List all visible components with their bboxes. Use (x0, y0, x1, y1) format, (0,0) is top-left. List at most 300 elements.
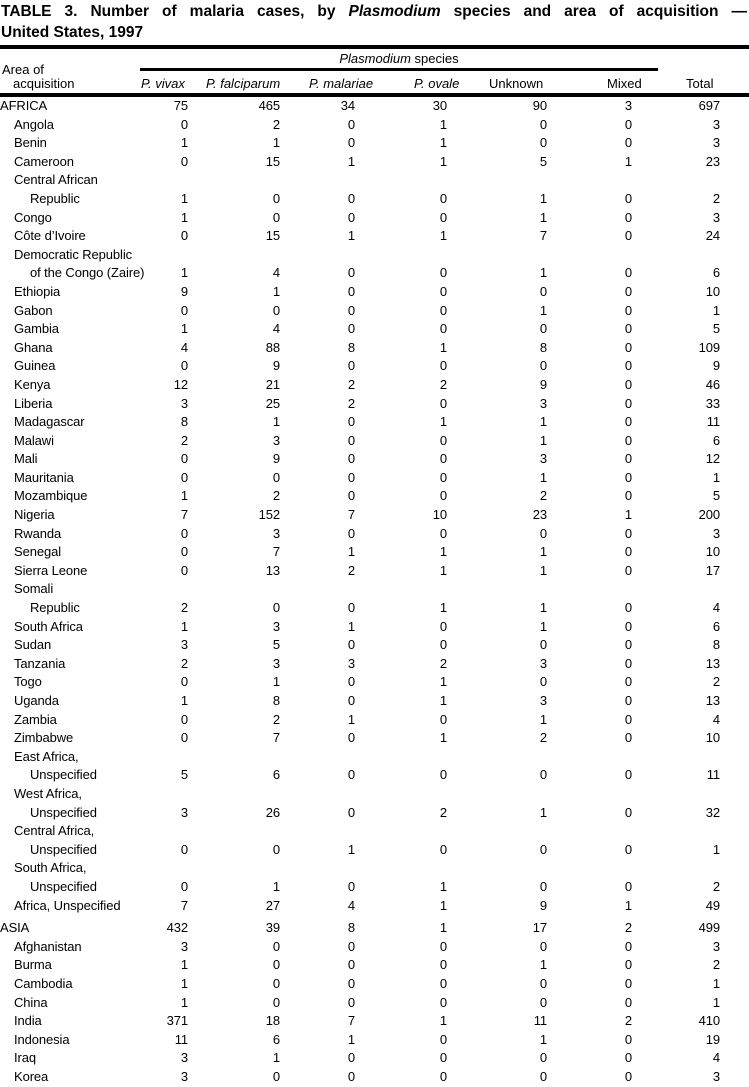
table-row (0, 320, 749, 339)
table-row (0, 919, 749, 938)
cell-mixed: 0 (624, 711, 632, 727)
cell-p-malariae: 0 (347, 674, 355, 690)
cell-unknown: 11 (533, 1013, 547, 1029)
cell-mixed: 0 (624, 376, 632, 392)
table-row (0, 97, 749, 116)
table-row (0, 227, 749, 246)
cell-p-ovale: 0 (439, 841, 447, 857)
table-row (0, 938, 749, 957)
cell-p-malariae: 3 (347, 655, 355, 671)
cell-unknown: 0 (539, 975, 547, 991)
cell-unknown: 9 (539, 376, 547, 392)
cell-p-malariae: 0 (347, 190, 355, 206)
cell-p-ovale: 0 (439, 302, 447, 318)
table-row (0, 209, 749, 228)
cell-p-ovale: 1 (439, 674, 447, 690)
table-row (0, 692, 749, 711)
cell-p-ovale: 0 (439, 637, 447, 653)
cell-p-malariae: 0 (347, 451, 355, 467)
cell-total: 1 (712, 841, 720, 857)
table-row (0, 673, 749, 692)
cell-p-falciparum: 1 (272, 283, 280, 299)
cell-mixed: 0 (624, 693, 632, 708)
cell-p-malariae: 0 (347, 321, 355, 337)
area-of-acquisition-header (2, 63, 74, 91)
row-label: Mauritania (14, 469, 74, 485)
col-header-p-malariae: P. malariae (309, 76, 374, 91)
cell-unknown: 2 (539, 488, 547, 504)
cell-p-falciparum: 4 (272, 265, 280, 281)
table-row (0, 956, 749, 975)
cell-unknown: 0 (539, 938, 547, 954)
cell-unknown: 8 (539, 339, 547, 355)
cell-mixed: 1 (624, 507, 632, 523)
cell-p-malariae: 0 (347, 730, 355, 746)
cell-unknown: 3 (539, 655, 547, 671)
cell-total: 11 (706, 414, 720, 430)
cell-mixed: 0 (624, 1050, 632, 1066)
cell-unknown: 0 (539, 135, 547, 151)
cell-total: 10 (705, 283, 720, 299)
cell-unknown: 90 (532, 98, 547, 113)
cell-mixed: 0 (624, 938, 632, 954)
col-header-p-vivax: P. vivax (141, 76, 185, 91)
row-label: of the Congo (Zaire) (30, 265, 145, 281)
cell-p-falciparum: 8 (272, 693, 280, 708)
cell-p-falciparum: 3 (272, 432, 280, 448)
cell-p-falciparum: 27 (265, 897, 280, 913)
cell-p-ovale: 0 (439, 957, 447, 973)
cell-p-ovale: 1 (439, 600, 447, 616)
cell-p-malariae: 0 (347, 358, 355, 374)
cell-total: 12 (705, 451, 720, 467)
cell-p-vivax: 5 (180, 767, 188, 783)
row-label: Mali (14, 451, 38, 467)
row-label: Unspecified (30, 841, 97, 857)
cell-mixed: 0 (624, 730, 632, 746)
row-label: Unspecified (30, 767, 97, 783)
cell-mixed: 0 (624, 414, 632, 430)
cell-p-malariae: 0 (347, 1050, 355, 1066)
row-label: India (14, 1013, 42, 1029)
table-row (0, 246, 749, 265)
row-label: Côte d’Ivoire (14, 228, 86, 244)
row-label: Ghana (14, 339, 53, 355)
cell-p-ovale: 0 (439, 994, 447, 1010)
cell-total: 1 (712, 975, 720, 991)
cell-p-malariae: 1 (347, 841, 355, 857)
cell-p-vivax: 1 (180, 975, 188, 991)
cell-p-falciparum: 0 (272, 938, 280, 954)
cell-mixed: 0 (624, 283, 632, 299)
table-row (0, 339, 749, 358)
cell-unknown: 1 (539, 600, 547, 616)
row-label: Malawi (14, 432, 54, 448)
row-label: South Africa (14, 618, 83, 634)
cell-p-ovale: 2 (439, 376, 447, 392)
cell-p-vivax: 0 (180, 525, 188, 541)
cell-p-malariae: 0 (347, 975, 355, 991)
cell-p-falciparum: 0 (272, 209, 280, 225)
row-label: Senegal (14, 544, 62, 560)
table-row (0, 357, 749, 376)
cell-total: 13 (705, 655, 720, 671)
cell-p-ovale: 0 (439, 451, 447, 467)
table-row (0, 395, 749, 414)
table-row (0, 711, 749, 730)
table-row (0, 859, 749, 878)
table-row (0, 785, 749, 804)
cell-p-falciparum: 1 (272, 674, 280, 690)
area-header-line2: acquisition (13, 76, 75, 91)
cell-p-ovale: 1 (439, 730, 447, 746)
cell-p-malariae: 7 (347, 507, 355, 523)
cell-total: 6 (712, 618, 720, 634)
cell-p-vivax: 75 (173, 98, 188, 113)
cell-unknown: 1 (539, 209, 547, 225)
cell-p-falciparum: 3 (272, 525, 280, 541)
cell-p-falciparum: 15 (265, 153, 280, 169)
cell-p-malariae: 0 (347, 432, 355, 448)
cell-total: 3 (712, 938, 720, 954)
row-label: Republic (30, 190, 80, 206)
cell-p-vivax: 0 (180, 544, 188, 560)
cell-p-ovale: 0 (439, 975, 447, 991)
cell-p-falciparum: 4 (272, 321, 280, 337)
cell-total: 10 (705, 730, 720, 746)
cell-total: 5 (712, 321, 720, 337)
cell-p-ovale: 2 (439, 804, 447, 820)
table-row (0, 116, 749, 135)
cell-unknown: 1 (539, 469, 547, 485)
table-row (0, 153, 749, 172)
cell-unknown: 1 (539, 804, 547, 820)
cell-p-malariae: 0 (347, 116, 355, 132)
cell-p-falciparum: 7 (272, 544, 280, 560)
table-row (0, 636, 749, 655)
cell-total: 10 (705, 544, 720, 560)
cell-p-malariae: 0 (347, 693, 355, 708)
col-header-p-ovale: P. ovale (414, 76, 460, 91)
row-label: Congo (14, 209, 52, 225)
cell-total: 3 (712, 1068, 720, 1084)
cell-p-vivax: 3 (180, 637, 188, 653)
cell-total: 6 (712, 432, 720, 448)
table-row (0, 562, 749, 581)
cell-p-vivax: 1 (180, 488, 188, 504)
plasmodium-species-group-header (140, 51, 658, 71)
table-row (0, 432, 749, 451)
title-text-before: TABLE 3. Number of malaria cases, by (1, 3, 349, 20)
cell-total: 5 (712, 488, 720, 504)
title-plasmodium-italic: Plasmodium (348, 3, 441, 20)
cell-p-ovale: 0 (439, 711, 447, 727)
table-row (0, 994, 749, 1013)
cell-p-malariae: 0 (347, 804, 355, 820)
row-label: Gambia (14, 321, 59, 337)
table-title (0, 0, 749, 43)
row-label: Afghanistan (14, 938, 82, 954)
table-row (0, 729, 749, 748)
cell-mixed: 0 (624, 562, 632, 578)
cell-p-malariae: 1 (347, 228, 355, 244)
table-row (0, 766, 749, 785)
row-label: Africa, Unspecified (14, 897, 121, 913)
row-label: Tanzania (14, 655, 66, 671)
row-label: Nigeria (14, 507, 55, 523)
cell-total: 697 (698, 98, 720, 113)
cell-p-malariae: 0 (347, 637, 355, 653)
cell-p-vivax: 8 (180, 414, 188, 430)
cell-p-ovale: 1 (439, 135, 447, 151)
table-row (0, 487, 749, 506)
table-row (0, 525, 749, 544)
row-label: Republic (30, 600, 80, 616)
row-label: Central Africa, (14, 823, 95, 839)
cell-p-vivax: 0 (180, 451, 188, 467)
cell-total: 200 (698, 507, 720, 523)
cell-p-malariae: 0 (347, 469, 355, 485)
cell-p-ovale: 1 (439, 1013, 447, 1029)
table-row (0, 655, 749, 674)
cell-mixed: 0 (624, 358, 632, 374)
cell-mixed: 0 (624, 469, 632, 485)
cell-mixed: 0 (624, 116, 632, 132)
cell-p-ovale: 10 (432, 507, 447, 523)
cell-p-falciparum: 25 (265, 395, 280, 411)
cell-mixed: 0 (624, 655, 632, 671)
cell-total: 32 (705, 804, 720, 820)
cell-unknown: 0 (539, 878, 547, 894)
cell-p-ovale: 1 (439, 414, 447, 430)
cell-p-vivax: 0 (180, 302, 188, 318)
table-row (0, 878, 749, 897)
cell-p-malariae: 8 (347, 339, 355, 355)
cell-p-falciparum: 5 (272, 637, 280, 653)
cell-mixed: 0 (624, 878, 632, 894)
cell-unknown: 2 (539, 730, 547, 746)
cell-unknown: 3 (539, 395, 547, 411)
table-title-line1 (1, 1, 747, 22)
row-label: AFRICA (0, 98, 48, 113)
species-group-italic: Plasmodium (339, 51, 411, 66)
cell-mixed: 0 (624, 804, 632, 820)
row-label: East Africa, (14, 748, 79, 764)
cell-unknown: 1 (539, 265, 547, 281)
row-label: Cambodia (14, 975, 73, 991)
table-row (0, 450, 749, 469)
table-row (0, 599, 749, 618)
cell-p-falciparum: 0 (272, 302, 280, 318)
cell-p-falciparum: 0 (272, 841, 280, 857)
row-label: Sudan (14, 637, 52, 653)
cell-p-vivax: 0 (180, 711, 188, 727)
cell-p-falciparum: 2 (272, 488, 280, 504)
cell-p-vivax: 4 (180, 339, 188, 355)
table-row (0, 134, 749, 153)
cell-p-ovale: 0 (439, 938, 447, 954)
row-label: Zimbabwe (14, 730, 74, 746)
cell-unknown: 17 (532, 920, 547, 936)
table-row (0, 506, 749, 525)
cell-p-vivax: 0 (180, 674, 188, 690)
cell-p-vivax: 7 (180, 897, 188, 913)
cell-p-falciparum: 3 (272, 655, 280, 671)
cell-mixed: 0 (624, 488, 632, 504)
table-row (0, 580, 749, 599)
cell-mixed: 0 (624, 674, 632, 690)
table-row (0, 283, 749, 302)
cell-p-ovale: 0 (439, 1031, 447, 1047)
cell-mixed: 0 (624, 1031, 632, 1047)
cell-total: 11 (706, 767, 720, 783)
table-row (0, 1012, 749, 1031)
cell-total: 46 (705, 376, 720, 392)
cell-p-falciparum: 39 (265, 920, 280, 936)
row-label: Iraq (14, 1050, 37, 1066)
cell-total: 3 (712, 525, 720, 541)
cell-mixed: 0 (624, 228, 632, 244)
cell-p-malariae: 1 (347, 711, 355, 727)
table-row (0, 618, 749, 637)
cell-p-falciparum: 15 (265, 228, 280, 244)
cell-p-ovale: 0 (439, 525, 447, 541)
row-label: Democratic Republic (14, 246, 133, 262)
cell-p-malariae: 1 (347, 544, 355, 560)
cell-unknown: 0 (539, 358, 547, 374)
cell-p-malariae: 1 (347, 153, 355, 169)
cell-p-vivax: 2 (180, 600, 188, 616)
title-text-after: species and area of acquisition — (440, 3, 748, 20)
cell-unknown: 3 (539, 451, 547, 467)
row-label: Sierra Leone (14, 562, 88, 578)
table-row (0, 413, 749, 432)
cell-mixed: 0 (624, 767, 632, 783)
row-label: Gabon (14, 302, 53, 318)
cell-p-falciparum: 9 (272, 451, 280, 467)
row-label: ASIA (0, 920, 30, 936)
cell-p-vivax: 0 (180, 878, 188, 894)
cell-total: 17 (705, 562, 720, 578)
cell-p-vivax: 1 (180, 190, 188, 206)
table-body (0, 97, 749, 1086)
cell-p-vivax: 1 (180, 618, 188, 634)
row-label: Unspecified (30, 804, 97, 820)
row-label: Togo (14, 674, 42, 690)
cell-unknown: 1 (539, 432, 547, 448)
cell-unknown: 0 (539, 1068, 547, 1084)
cell-p-falciparum: 1 (272, 1050, 280, 1066)
cell-p-malariae: 0 (347, 135, 355, 151)
cell-p-malariae: 0 (347, 767, 355, 783)
cell-unknown: 23 (532, 507, 547, 523)
cell-p-ovale: 1 (439, 562, 447, 578)
cell-p-vivax: 1 (180, 135, 188, 151)
cell-total: 8 (712, 637, 720, 653)
cell-unknown: 0 (539, 674, 547, 690)
cell-unknown: 5 (539, 153, 547, 169)
cell-unknown: 1 (539, 711, 547, 727)
cell-total: 3 (712, 135, 720, 151)
cell-unknown: 9 (539, 897, 547, 913)
row-label: Uganda (14, 693, 59, 708)
cell-p-malariae: 0 (347, 994, 355, 1010)
cell-p-falciparum: 6 (272, 767, 280, 783)
cell-p-vivax: 0 (180, 841, 188, 857)
cell-mixed: 1 (624, 897, 632, 913)
cell-p-vivax: 2 (180, 655, 188, 671)
cell-total: 13 (705, 693, 720, 708)
row-label: Zambia (14, 711, 57, 727)
cell-unknown: 0 (539, 767, 547, 783)
cell-total: 4 (712, 600, 720, 616)
cell-p-malariae: 0 (347, 878, 355, 894)
cell-unknown: 1 (539, 544, 547, 560)
cell-total: 499 (698, 920, 720, 936)
cell-p-vivax: 0 (180, 228, 188, 244)
cell-mixed: 0 (624, 395, 632, 411)
cell-total: 4 (712, 1050, 720, 1066)
cell-p-vivax: 1 (180, 693, 188, 708)
cell-p-falciparum: 18 (265, 1013, 280, 1029)
cell-total: 4 (712, 711, 720, 727)
cell-mixed: 0 (624, 451, 632, 467)
cell-p-vivax: 1 (180, 265, 188, 281)
cell-unknown: 1 (539, 190, 547, 206)
cell-p-ovale: 1 (439, 693, 447, 708)
cell-total: 23 (705, 153, 720, 169)
cell-p-falciparum: 26 (265, 804, 280, 820)
cell-unknown: 1 (539, 562, 547, 578)
cell-mixed: 0 (624, 841, 632, 857)
cell-p-falciparum: 0 (272, 1068, 280, 1084)
table-row (0, 190, 749, 209)
cell-p-vivax: 3 (180, 1068, 188, 1084)
cell-mixed: 0 (624, 544, 632, 560)
cell-p-ovale: 1 (439, 920, 447, 936)
cell-p-malariae: 0 (347, 600, 355, 616)
cell-p-ovale: 0 (439, 1050, 447, 1066)
cell-unknown: 0 (539, 637, 547, 653)
cell-p-malariae: 2 (347, 395, 355, 411)
cell-p-vivax: 3 (180, 938, 188, 954)
cell-p-vivax: 371 (166, 1013, 188, 1029)
cell-p-falciparum: 0 (272, 975, 280, 991)
cell-p-vivax: 3 (180, 1050, 188, 1066)
cell-total: 3 (712, 209, 720, 225)
row-label: Madagascar (14, 414, 85, 430)
cell-p-vivax: 1 (180, 957, 188, 973)
cell-p-malariae: 0 (347, 265, 355, 281)
table-row (0, 1068, 749, 1087)
cell-p-ovale: 0 (439, 265, 447, 281)
cell-unknown: 0 (539, 321, 547, 337)
table-header (0, 49, 749, 93)
cell-p-ovale: 0 (439, 190, 447, 206)
cell-p-malariae: 4 (347, 897, 355, 913)
cell-p-ovale: 2 (439, 655, 447, 671)
col-header-total: Total (686, 76, 714, 91)
cell-p-vivax: 1 (180, 994, 188, 1010)
cell-p-vivax: 0 (180, 116, 188, 132)
cell-p-ovale: 0 (439, 488, 447, 504)
cell-p-vivax: 7 (180, 507, 188, 523)
cell-mixed: 0 (624, 321, 632, 337)
cell-unknown: 1 (539, 414, 547, 430)
cell-p-falciparum: 0 (272, 994, 280, 1010)
table-row (0, 264, 749, 283)
cell-total: 49 (705, 897, 720, 913)
